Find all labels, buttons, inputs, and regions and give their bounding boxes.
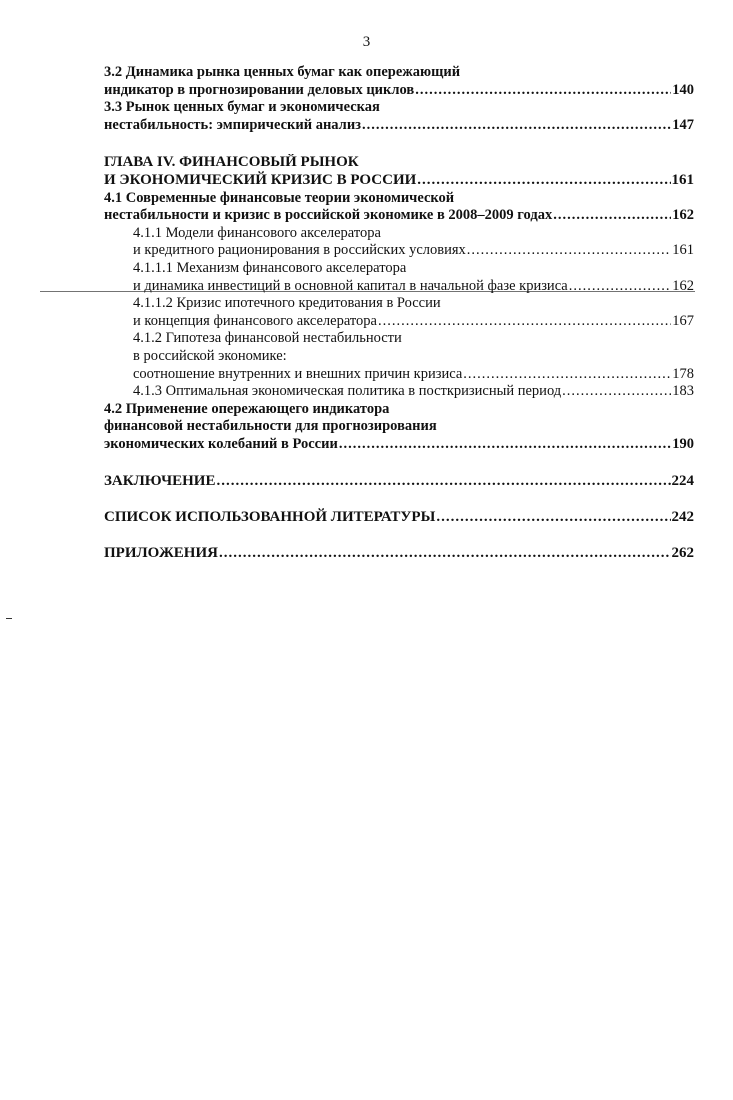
toc-entry-title-line: 3.3 Рынок ценных бумаг и экономическая (104, 99, 380, 116)
toc-entry-title-line: ЗАКЛЮЧЕНИЕ (104, 473, 216, 490)
toc-entry-last-line (104, 436, 694, 454)
toc-entry-title-line: 4.2 Применение опережающего индикатора (104, 400, 390, 417)
toc-page-number: 167 (672, 312, 694, 329)
scan-artifact-mark (6, 618, 12, 619)
toc-entry-title-line: нестабильности и кризис в российской экономике в 2008–2009 годах (104, 207, 553, 224)
toc-entry[interactable] (104, 64, 694, 99)
toc-entry-title-line: соотношение внутренних и внешних причин кризиса (133, 365, 463, 382)
toc-entry-last-line (133, 366, 694, 384)
toc-page-number: 162 (672, 207, 694, 224)
dot-leader (219, 545, 671, 563)
toc-entry-last-line (133, 313, 694, 331)
toc-page-number: 161 (671, 171, 694, 188)
toc-entry-title-line: индикатор в прогнозировании деловых циклов (104, 81, 415, 98)
toc-page-number: 162 (672, 277, 694, 294)
dot-leader (362, 117, 671, 135)
dot-leader (436, 509, 670, 527)
toc-entry[interactable] (104, 401, 694, 454)
toc-entry[interactable] (104, 154, 694, 189)
toc-entry-title-line: 4.1.1 Модели финансового акселератора (133, 224, 381, 241)
toc-entry[interactable] (104, 99, 694, 134)
toc-entry-title-line: И ЭКОНОМИЧЕСКИЙ КРИЗИС В РОССИИ (104, 171, 417, 188)
dot-leader (378, 313, 671, 331)
toc-entry-last-line (133, 278, 694, 296)
toc-entry-title-line: 4.1 Современные финансовые теории экономической (104, 189, 455, 206)
dot-leader (415, 82, 671, 100)
toc-page-number: 242 (671, 509, 694, 526)
toc-entry[interactable] (104, 190, 694, 225)
toc-entry[interactable] (104, 473, 694, 491)
toc-page-number: 147 (672, 116, 694, 133)
toc-entry-title-line: нестабильность: эмпирический анализ (104, 116, 361, 133)
toc-entry-last-line (104, 473, 694, 491)
toc-page-number: 190 (672, 435, 694, 452)
toc-page-number: 140 (672, 81, 694, 98)
dot-leader (216, 473, 670, 491)
toc-entry-title-line: в российской экономике: (133, 347, 287, 364)
toc-entry-last-line (104, 207, 694, 225)
toc-entry-title-line: 4.1.1.2 Кризис ипотечного кредитования в России (133, 295, 441, 312)
toc-entry-last-line (104, 117, 694, 135)
toc-entry-title-line: 4.1.2 Гипотеза финансовой нестабильности (133, 330, 402, 347)
toc-entry-last-line (133, 383, 694, 401)
dot-leader (562, 383, 671, 401)
toc-entry-title-line: финансовой нестабильности для прогнозирования (104, 418, 437, 435)
toc-entry-last-line (104, 509, 694, 527)
toc-entry-last-line (104, 82, 694, 100)
toc-page-number: 183 (672, 383, 694, 400)
toc-entry[interactable] (104, 260, 694, 295)
toc-entry-title-line: и концепция финансового акселератора (133, 312, 377, 329)
toc-entry-last-line (104, 545, 694, 563)
toc-entry[interactable] (104, 383, 694, 401)
page-number: 3 (362, 34, 371, 50)
dot-leader (467, 242, 671, 260)
toc-entry-title-line: 4.1.1.1 Механизм финансового акселератора (133, 259, 407, 276)
dot-leader (417, 172, 670, 190)
toc-entry-title-line: 3.2 Динамика рынка ценных бумаг как опережающий (104, 64, 461, 80)
toc-entry[interactable] (104, 330, 694, 383)
toc-entry[interactable] (104, 545, 694, 563)
toc-entry[interactable] (104, 225, 694, 260)
toc-page-number: 178 (672, 365, 694, 382)
toc-entry-title-line: и кредитного рационирования в российских условиях (133, 242, 466, 259)
table-of-contents (104, 64, 694, 562)
toc-entry-title-line: СПИСОК ИСПОЛЬЗОВАННОЙ ЛИТЕРАТУРЫ (104, 509, 436, 526)
toc-entry-title-line: ПРИЛОЖЕНИЯ (104, 544, 218, 561)
toc-page-number: 224 (671, 473, 694, 490)
toc-entry[interactable] (104, 509, 694, 527)
toc-entry-title-line: и динамика инвестиций в основной капитал в начальной фазе кризиса (133, 277, 568, 294)
toc-entry-title-line: ГЛАВА IV. ФИНАНСОВЫЙ РЫНОК (104, 154, 359, 171)
toc-entry-last-line (133, 242, 694, 260)
dot-leader (463, 366, 671, 384)
toc-page-number: 161 (672, 242, 694, 259)
toc-entry-last-line (104, 172, 694, 190)
dot-leader (553, 207, 671, 225)
toc-entry[interactable] (104, 295, 694, 330)
dot-leader (569, 278, 672, 296)
dot-leader (339, 436, 671, 454)
toc-entry-title-line: 4.1.3 Оптимальная экономическая политика в посткризисный период (133, 383, 562, 400)
toc-page-number: 262 (671, 544, 694, 561)
toc-entry-title-line: экономических колебаний в России (104, 435, 338, 452)
